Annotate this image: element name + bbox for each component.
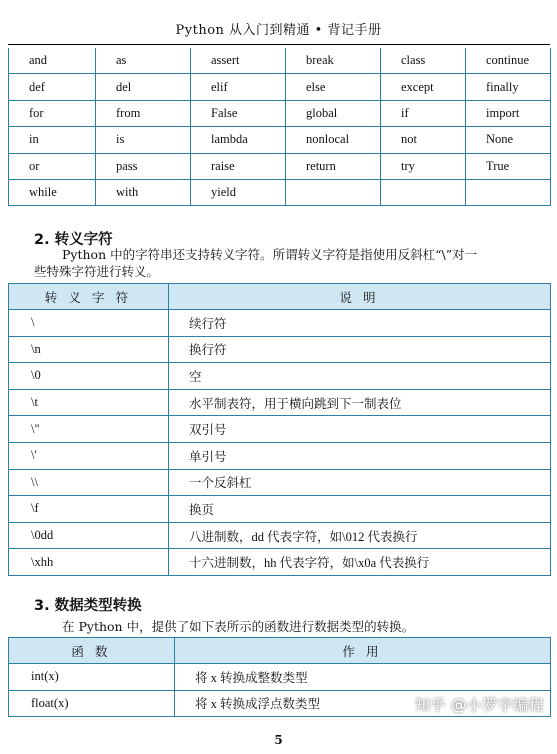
table-row (9, 664, 551, 691)
keyword-cell: def (9, 74, 96, 100)
table-row (9, 416, 551, 443)
table-row (9, 469, 551, 496)
escape-description-cell: 空 (169, 363, 551, 390)
escape-description-cell: 一个反斜杠 (169, 469, 551, 496)
keyword-cell: True (466, 153, 551, 179)
keyword-cell: raise (191, 153, 286, 179)
keyword-cell: except (381, 74, 466, 100)
section-2-paragraph-line-1: Python 中的字符串还支持转义字符。所谓转义字符是指使用反斜杠“\”对一 (62, 247, 478, 262)
table-row (9, 442, 551, 469)
function-cell: int(x) (9, 664, 175, 691)
keyword-cell: from (96, 100, 191, 126)
keyword-row (9, 74, 551, 100)
keyword-cell: while (9, 179, 96, 205)
keyword-row (9, 127, 551, 153)
watermark: 知乎 @小罗字编程 (415, 696, 545, 714)
keyword-cell: finally (466, 74, 551, 100)
keyword-cell: class (381, 48, 466, 74)
keyword-cell: lambda (191, 127, 286, 153)
keyword-row (9, 48, 551, 74)
keyword-cell (466, 179, 551, 205)
escape-table (8, 283, 551, 576)
keyword-cell: import (466, 100, 551, 126)
keyword-cell: pass (96, 153, 191, 179)
keyword-cell: as (96, 48, 191, 74)
keyword-cell: for (9, 100, 96, 126)
keyword-cell: if (381, 100, 466, 126)
escape-char-cell: \0 (9, 363, 169, 390)
keyword-cell: None (466, 127, 551, 153)
section-2-title: 2. 转义字符 (34, 232, 113, 248)
escape-description-cell: 单引号 (169, 442, 551, 469)
keyword-cell: yield (191, 179, 286, 205)
escape-char-cell: \\ (9, 469, 169, 496)
keyword-cell: False (191, 100, 286, 126)
table-row (9, 310, 551, 337)
conversion-header-purpose: 作 用 (175, 638, 551, 664)
section-2-paragraph-line-2: 些特殊字符进行转义。 (34, 264, 160, 279)
running-header: Python 从入门到精通 • 背记手册 (175, 23, 382, 38)
section-3-paragraph: 在 Python 中，提供了如下表所示的函数进行数据类型的转换。 (62, 619, 415, 634)
escape-char-cell: \xhh (9, 549, 169, 576)
keyword-table (8, 48, 551, 206)
page-number: 5 (274, 733, 283, 747)
keyword-cell: not (381, 127, 466, 153)
escape-description-cell: 八进制数，dd 代表字符，如\012 代表换行 (169, 522, 551, 549)
keyword-cell: is (96, 127, 191, 153)
table-row (9, 549, 551, 576)
keyword-row (9, 179, 551, 205)
table-row (9, 363, 551, 390)
escape-description-cell: 双引号 (169, 416, 551, 443)
keyword-cell: with (96, 179, 191, 205)
escape-char-cell: \n (9, 336, 169, 363)
function-purpose-cell: 将 x 转换成整数类型 (175, 664, 551, 691)
escape-char-cell: \t (9, 389, 169, 416)
escape-description-cell: 十六进制数，hh 代表字符，如\x0a 代表换行 (169, 549, 551, 576)
table-row (9, 496, 551, 523)
escape-description-cell: 换行符 (169, 336, 551, 363)
function-purpose-cell: 将 x 转换成浮点数类型 (175, 690, 551, 717)
keyword-cell: assert (191, 48, 286, 74)
keyword-cell: break (286, 48, 381, 74)
escape-header-desc: 说 明 (169, 284, 551, 310)
keyword-cell: nonlocal (286, 127, 381, 153)
escape-description-cell: 换页 (169, 496, 551, 523)
table-row (9, 336, 551, 363)
keyword-cell: try (381, 153, 466, 179)
keyword-cell: else (286, 74, 381, 100)
keyword-cell: return (286, 153, 381, 179)
keyword-row (9, 100, 551, 126)
section-3-title: 3. 数据类型转换 (34, 598, 142, 614)
escape-char-cell: \ (9, 310, 169, 337)
keyword-cell (286, 179, 381, 205)
keyword-cell: or (9, 153, 96, 179)
keyword-cell: global (286, 100, 381, 126)
keyword-cell: elif (191, 74, 286, 100)
header-rule (8, 44, 550, 45)
keyword-cell: and (9, 48, 96, 74)
keyword-cell: in (9, 127, 96, 153)
conversion-header-function: 函 数 (9, 638, 175, 664)
escape-description-cell: 续行符 (169, 310, 551, 337)
keyword-cell: continue (466, 48, 551, 74)
keyword-cell: del (96, 74, 191, 100)
escape-header-char: 转 义 字 符 (9, 284, 169, 310)
escape-char-cell: \" (9, 416, 169, 443)
table-row (9, 389, 551, 416)
escape-char-cell: \f (9, 496, 169, 523)
escape-description-cell: 水平制表符，用于横向跳到下一制表位 (169, 389, 551, 416)
function-cell: float(x) (9, 690, 175, 717)
keyword-row (9, 153, 551, 179)
escape-char-cell: \' (9, 442, 169, 469)
keyword-cell (381, 179, 466, 205)
escape-char-cell: \0dd (9, 522, 169, 549)
table-row (9, 522, 551, 549)
